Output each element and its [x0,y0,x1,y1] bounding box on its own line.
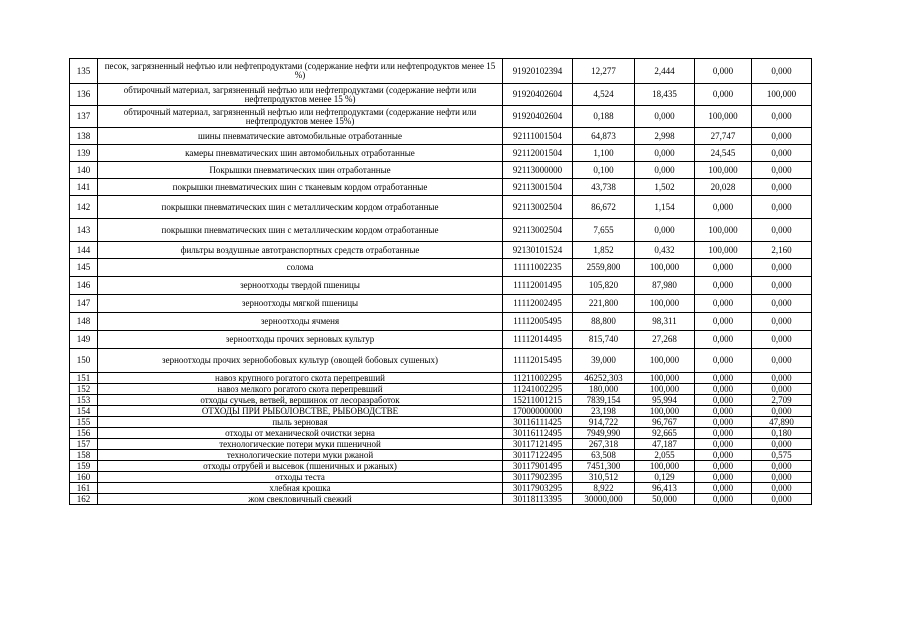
table-row [70,439,812,450]
cell-v3: 100,000 [695,219,752,242]
cell-name: зерноотходы мягкой пшеницы [98,295,503,313]
cell-v1: 1,852 [573,242,635,259]
cell-v4: 0,000 [752,439,812,450]
cell-v3: 0,000 [695,373,752,384]
cell-v3: 0,000 [695,428,752,439]
table-row [70,395,812,406]
cell-name: отходы от механической очистки зерна [98,428,503,439]
cell-name: зерноотходы прочих зерновых культур [98,331,503,349]
cell-v2: 0,000 [635,219,695,242]
cell-v4: 0,000 [752,331,812,349]
cell-num: 160 [70,472,98,483]
table-row [70,277,812,295]
cell-num: 159 [70,461,98,472]
table-row [70,162,812,179]
cell-v4: 0,000 [752,277,812,295]
cell-name: шины пневматические автомобильные отработанные [98,128,503,145]
cell-name: технологические потери муки ржаной [98,450,503,461]
cell-code: 91920402604 [503,106,573,128]
cell-v1: 30000,000 [573,494,635,505]
cell-v4: 2,160 [752,242,812,259]
cell-v4: 100,000 [752,84,812,106]
cell-v3: 0,000 [695,472,752,483]
cell-v2: 18,435 [635,84,695,106]
cell-v2: 100,000 [635,461,695,472]
cell-num: 147 [70,295,98,313]
table-row [70,179,812,196]
cell-num: 155 [70,417,98,428]
cell-v1: 7949,990 [573,428,635,439]
cell-v1: 0,100 [573,162,635,179]
waste-table-body [70,59,812,505]
cell-v2: 50,000 [635,494,695,505]
cell-code: 11111002235 [503,259,573,277]
cell-num: 145 [70,259,98,277]
cell-num: 153 [70,395,98,406]
cell-v3: 0,000 [695,313,752,331]
table-row [70,384,812,395]
table-row [70,313,812,331]
table-row [70,106,812,128]
cell-v4: 0,000 [752,483,812,494]
cell-code: 92113001504 [503,179,573,196]
table-row [70,196,812,219]
cell-v3: 0,000 [695,84,752,106]
table-row [70,242,812,259]
cell-name: отходы сучьев, ветвей, вершинок от лесоразработок [98,395,503,406]
cell-v2: 100,000 [635,295,695,313]
cell-num: 142 [70,196,98,219]
cell-v4: 0,000 [752,106,812,128]
cell-num: 162 [70,494,98,505]
cell-num: 144 [70,242,98,259]
cell-v1: 8,922 [573,483,635,494]
cell-v4: 0,000 [752,494,812,505]
cell-v4: 0,000 [752,162,812,179]
cell-v4: 2,709 [752,395,812,406]
cell-v2: 0,000 [635,106,695,128]
cell-code: 11112001495 [503,277,573,295]
cell-v3: 0,000 [695,349,752,373]
cell-code: 11112002495 [503,295,573,313]
cell-code: 92111001504 [503,128,573,145]
cell-name: песок, загрязненный нефтью или нефтепродуктами (содержание нефти или нефтепродуктов менее 15 %) [98,59,503,84]
cell-v4: 0,000 [752,349,812,373]
cell-v1: 39,000 [573,349,635,373]
cell-v3: 0,000 [695,406,752,417]
cell-code: 30117903295 [503,483,573,494]
cell-v4: 0,000 [752,461,812,472]
cell-v1: 7,655 [573,219,635,242]
cell-v1: 64,873 [573,128,635,145]
cell-v1: 7839,154 [573,395,635,406]
cell-num: 137 [70,106,98,128]
cell-v2: 100,000 [635,259,695,277]
cell-v1: 2559,800 [573,259,635,277]
table-row [70,494,812,505]
cell-name: отходы теста [98,472,503,483]
cell-code: 92113002504 [503,196,573,219]
cell-v3: 0,000 [695,417,752,428]
cell-name: жом свекловичный свежий [98,494,503,505]
cell-name: зерноотходы ячменя [98,313,503,331]
cell-name: ОТХОДЫ ПРИ РЫБОЛОВСТВЕ, РЫБОВОДСТВЕ [98,406,503,417]
cell-v2: 1,154 [635,196,695,219]
cell-v4: 0,000 [752,373,812,384]
cell-name: зерноотходы прочих зернобобовых культур (овощей бобовых сушеных) [98,349,503,373]
cell-v3: 0,000 [695,259,752,277]
cell-v2: 2,444 [635,59,695,84]
table-row [70,461,812,472]
table-row [70,59,812,84]
cell-v3: 0,000 [695,384,752,395]
cell-v2: 27,268 [635,331,695,349]
cell-code: 11112005495 [503,313,573,331]
cell-code: 17000000000 [503,406,573,417]
cell-code: 15211001215 [503,395,573,406]
cell-code: 11112014495 [503,331,573,349]
cell-v1: 221,800 [573,295,635,313]
waste-table [69,58,812,505]
cell-num: 138 [70,128,98,145]
cell-v2: 2,998 [635,128,695,145]
cell-v3: 100,000 [695,162,752,179]
cell-v2: 0,432 [635,242,695,259]
cell-num: 146 [70,277,98,295]
cell-v1: 815,740 [573,331,635,349]
cell-v2: 100,000 [635,373,695,384]
cell-num: 135 [70,59,98,84]
cell-num: 151 [70,373,98,384]
cell-v2: 96,413 [635,483,695,494]
cell-v4: 0,000 [752,179,812,196]
cell-num: 149 [70,331,98,349]
cell-code: 11241002295 [503,384,573,395]
cell-v2: 96,767 [635,417,695,428]
cell-num: 139 [70,145,98,162]
cell-num: 158 [70,450,98,461]
cell-v3: 27,747 [695,128,752,145]
cell-v1: 310,512 [573,472,635,483]
cell-v2: 1,502 [635,179,695,196]
cell-v3: 0,000 [695,450,752,461]
cell-name: покрышки пневматических шин с металлическим кордом отработанные [98,219,503,242]
cell-v2: 92,665 [635,428,695,439]
cell-num: 154 [70,406,98,417]
cell-code: 30116112495 [503,428,573,439]
cell-v1: 1,100 [573,145,635,162]
cell-code: 11211002295 [503,373,573,384]
cell-name: обтирочный материал, загрязненный нефтью или нефтепродуктами (содержание нефти или нефтепродуктов менее 15%) [98,106,503,128]
cell-code: 30118113395 [503,494,573,505]
cell-num: 140 [70,162,98,179]
cell-num: 143 [70,219,98,242]
table-row [70,128,812,145]
cell-v1: 12,277 [573,59,635,84]
cell-v3: 0,000 [695,196,752,219]
cell-v1: 86,672 [573,196,635,219]
cell-name: фильтры воздушные автотранспортных средств отработанные [98,242,503,259]
cell-num: 136 [70,84,98,106]
cell-name: покрышки пневматических шин с тканевым кордом отработанные [98,179,503,196]
cell-v2: 87,980 [635,277,695,295]
cell-v2: 95,994 [635,395,695,406]
cell-code: 30117902395 [503,472,573,483]
cell-v2: 98,311 [635,313,695,331]
cell-v4: 0,000 [752,472,812,483]
cell-v3: 0,000 [695,295,752,313]
cell-name: хлебная крошка [98,483,503,494]
table-row [70,145,812,162]
cell-v4: 0,000 [752,59,812,84]
cell-v4: 0,000 [752,219,812,242]
table-row [70,84,812,106]
cell-v1: 23,198 [573,406,635,417]
cell-v3: 0,000 [695,395,752,406]
cell-code: 30117901495 [503,461,573,472]
cell-code: 92112001504 [503,145,573,162]
cell-v4: 0,000 [752,196,812,219]
cell-v4: 0,000 [752,128,812,145]
cell-v1: 4,524 [573,84,635,106]
cell-v1: 7451,300 [573,461,635,472]
cell-v3: 0,000 [695,494,752,505]
table-row [70,417,812,428]
cell-name: солома [98,259,503,277]
cell-v4: 0,000 [752,313,812,331]
cell-v4: 0,575 [752,450,812,461]
cell-code: 92113000000 [503,162,573,179]
cell-code: 92113002504 [503,219,573,242]
cell-v2: 100,000 [635,406,695,417]
cell-num: 152 [70,384,98,395]
cell-num: 156 [70,428,98,439]
cell-v2: 100,000 [635,384,695,395]
cell-v4: 47,890 [752,417,812,428]
cell-name: пыль зерновая [98,417,503,428]
cell-name: отходы отрубей и высевок (пшеничных и ржаных) [98,461,503,472]
table-row [70,483,812,494]
cell-v4: 0,000 [752,406,812,417]
cell-v2: 0,000 [635,162,695,179]
cell-v2: 2,055 [635,450,695,461]
cell-num: 157 [70,439,98,450]
cell-v4: 0,000 [752,295,812,313]
cell-v2: 100,000 [635,349,695,373]
cell-v2: 0,129 [635,472,695,483]
cell-code: 91920402604 [503,84,573,106]
cell-name: обтирочный материал, загрязненный нефтью или нефтепродуктами (содержание нефти или нефтепродуктов менее 15 %) [98,84,503,106]
cell-v4: 0,000 [752,145,812,162]
cell-v3: 100,000 [695,242,752,259]
cell-v2: 47,187 [635,439,695,450]
cell-code: 30116111425 [503,417,573,428]
cell-num: 161 [70,483,98,494]
cell-v1: 63,508 [573,450,635,461]
cell-v2: 0,000 [635,145,695,162]
cell-v3: 0,000 [695,439,752,450]
cell-num: 150 [70,349,98,373]
table-row [70,406,812,417]
cell-name: навоз крупного рогатого скота перепревший [98,373,503,384]
cell-v1: 43,738 [573,179,635,196]
cell-code: 30117122495 [503,450,573,461]
cell-v4: 0,000 [752,259,812,277]
cell-name: камеры пневматических шин автомобильных отработанные [98,145,503,162]
cell-v3: 0,000 [695,277,752,295]
cell-v4: 0,000 [752,384,812,395]
cell-code: 92130101524 [503,242,573,259]
cell-v1: 180,000 [573,384,635,395]
cell-v1: 267,318 [573,439,635,450]
table-row [70,295,812,313]
cell-name: Покрышки пневматических шин отработанные [98,162,503,179]
cell-code: 11112015495 [503,349,573,373]
table-row [70,349,812,373]
cell-code: 30117121495 [503,439,573,450]
table-row [70,450,812,461]
cell-name: покрышки пневматических шин с металлическим кордом отработанные [98,196,503,219]
cell-v4: 0,180 [752,428,812,439]
table-row [70,428,812,439]
table-row [70,373,812,384]
table-row [70,259,812,277]
cell-num: 141 [70,179,98,196]
cell-v1: 914,722 [573,417,635,428]
table-row [70,472,812,483]
cell-v3: 0,000 [695,59,752,84]
cell-v3: 0,000 [695,461,752,472]
cell-v1: 105,820 [573,277,635,295]
cell-v3: 0,000 [695,483,752,494]
cell-v1: 46252,303 [573,373,635,384]
cell-v3: 100,000 [695,106,752,128]
cell-name: зерноотходы твердой пшеницы [98,277,503,295]
cell-v1: 0,188 [573,106,635,128]
cell-v3: 24,545 [695,145,752,162]
cell-v3: 0,000 [695,331,752,349]
cell-code: 91920102394 [503,59,573,84]
cell-name: технологические потери муки пшеничной [98,439,503,450]
cell-num: 148 [70,313,98,331]
cell-v3: 20,028 [695,179,752,196]
cell-name: навоз мелкого рогатого скота перепревший [98,384,503,395]
table-row [70,219,812,242]
cell-v1: 88,800 [573,313,635,331]
table-row [70,331,812,349]
